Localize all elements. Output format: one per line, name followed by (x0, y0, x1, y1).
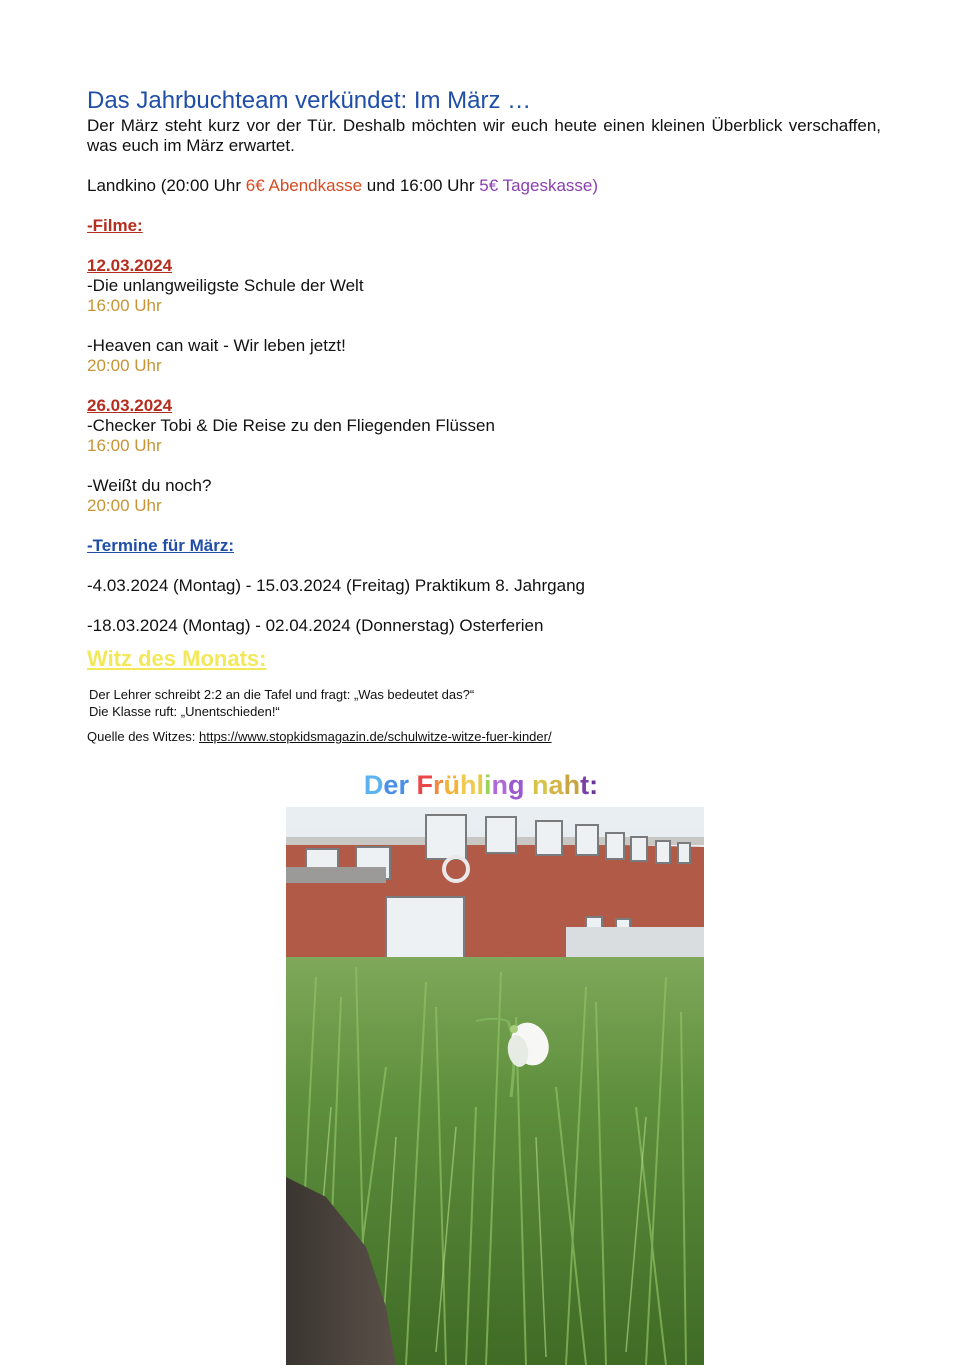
day-price: 5€ Tageskasse) (479, 176, 599, 195)
spring-heading-letter: i (484, 770, 492, 800)
landkino-prefix: Landkino (20:00 Uhr (87, 176, 246, 195)
source-link[interactable]: https://www.stopkidsmagazin.de/schulwitze-witze-fuer-kinder/ (199, 729, 552, 744)
landkino-line (87, 176, 881, 196)
film-time: 20:00 Uhr (87, 496, 162, 515)
spring-heading-letter: g (508, 770, 525, 800)
spring-heading-letter: n (532, 770, 549, 800)
source-label: Quelle des Witzes: (87, 729, 199, 744)
joke-line: Der Lehrer schreibt 2:2 an die Tafel und fragt: „Was bedeutet das?“ (89, 687, 475, 702)
document-page (87, 86, 881, 758)
film-time: 16:00 Uhr (87, 296, 162, 315)
intro-paragraph: Der März steht kurz vor der Tür. Deshalb möchten wir euch heute einen kleinen Überblick verschaffen, was euch im März erwartet. (87, 116, 881, 155)
event-item: -4.03.2024 (Montag) - 15.03.2024 (Freitag) Praktikum 8. Jahrgang (87, 576, 585, 595)
spring-heading-letter (525, 770, 533, 800)
film-time: 16:00 Uhr (87, 436, 162, 455)
page-title: Das Jahrbuchteam verkündet: Im März … (87, 87, 532, 114)
spring-heading-letter: l (476, 770, 485, 800)
film-date: 26.03.2024 (87, 396, 173, 415)
spring-heading-letter: a (548, 770, 564, 800)
spring-heading-letter: : (589, 770, 599, 800)
spring-heading-letter: r (432, 770, 444, 800)
spring-heading-letter: r (398, 770, 409, 800)
film-date: 12.03.2024 (87, 256, 173, 275)
landkino-middle: und 16:00 Uhr (362, 176, 480, 195)
film-title: -Weißt du noch? (87, 476, 212, 495)
joke-line: Die Klasse ruft: „Unentschieden!“ (89, 704, 280, 719)
spring-photo (286, 807, 704, 1365)
spring-heading-letter: h (460, 770, 477, 800)
films-heading: -Filme: (87, 216, 143, 235)
events-heading: -Termine für März: (87, 536, 235, 555)
film-time: 20:00 Uhr (87, 356, 162, 375)
spring-heading-letter: D (363, 770, 384, 800)
film-title: -Checker Tobi & Die Reise zu den Fliegenden Flüssen (87, 416, 495, 435)
evening-price: 6€ Abendkasse (245, 176, 363, 195)
joke-heading: Witz des Monats: (87, 646, 267, 671)
film-title: -Die unlangweiligste Schule der Welt (87, 276, 364, 295)
joke-source (87, 728, 881, 745)
spring-heading-letter: ü (443, 770, 460, 800)
spring-heading-letter: h (563, 770, 581, 800)
snowdrop-photo-illustration (286, 807, 704, 1365)
spring-heading-letter: n (491, 770, 509, 800)
spring-heading (0, 768, 962, 802)
spring-heading-letter: e (383, 770, 399, 800)
spring-heading-letter: F (416, 770, 433, 800)
film-title: -Heaven can wait - Wir leben jetzt! (87, 336, 346, 355)
event-item: -18.03.2024 (Montag) - 02.04.2024 (Donnerstag) Osterferien (87, 616, 544, 635)
spring-heading-letter: t (580, 770, 590, 800)
